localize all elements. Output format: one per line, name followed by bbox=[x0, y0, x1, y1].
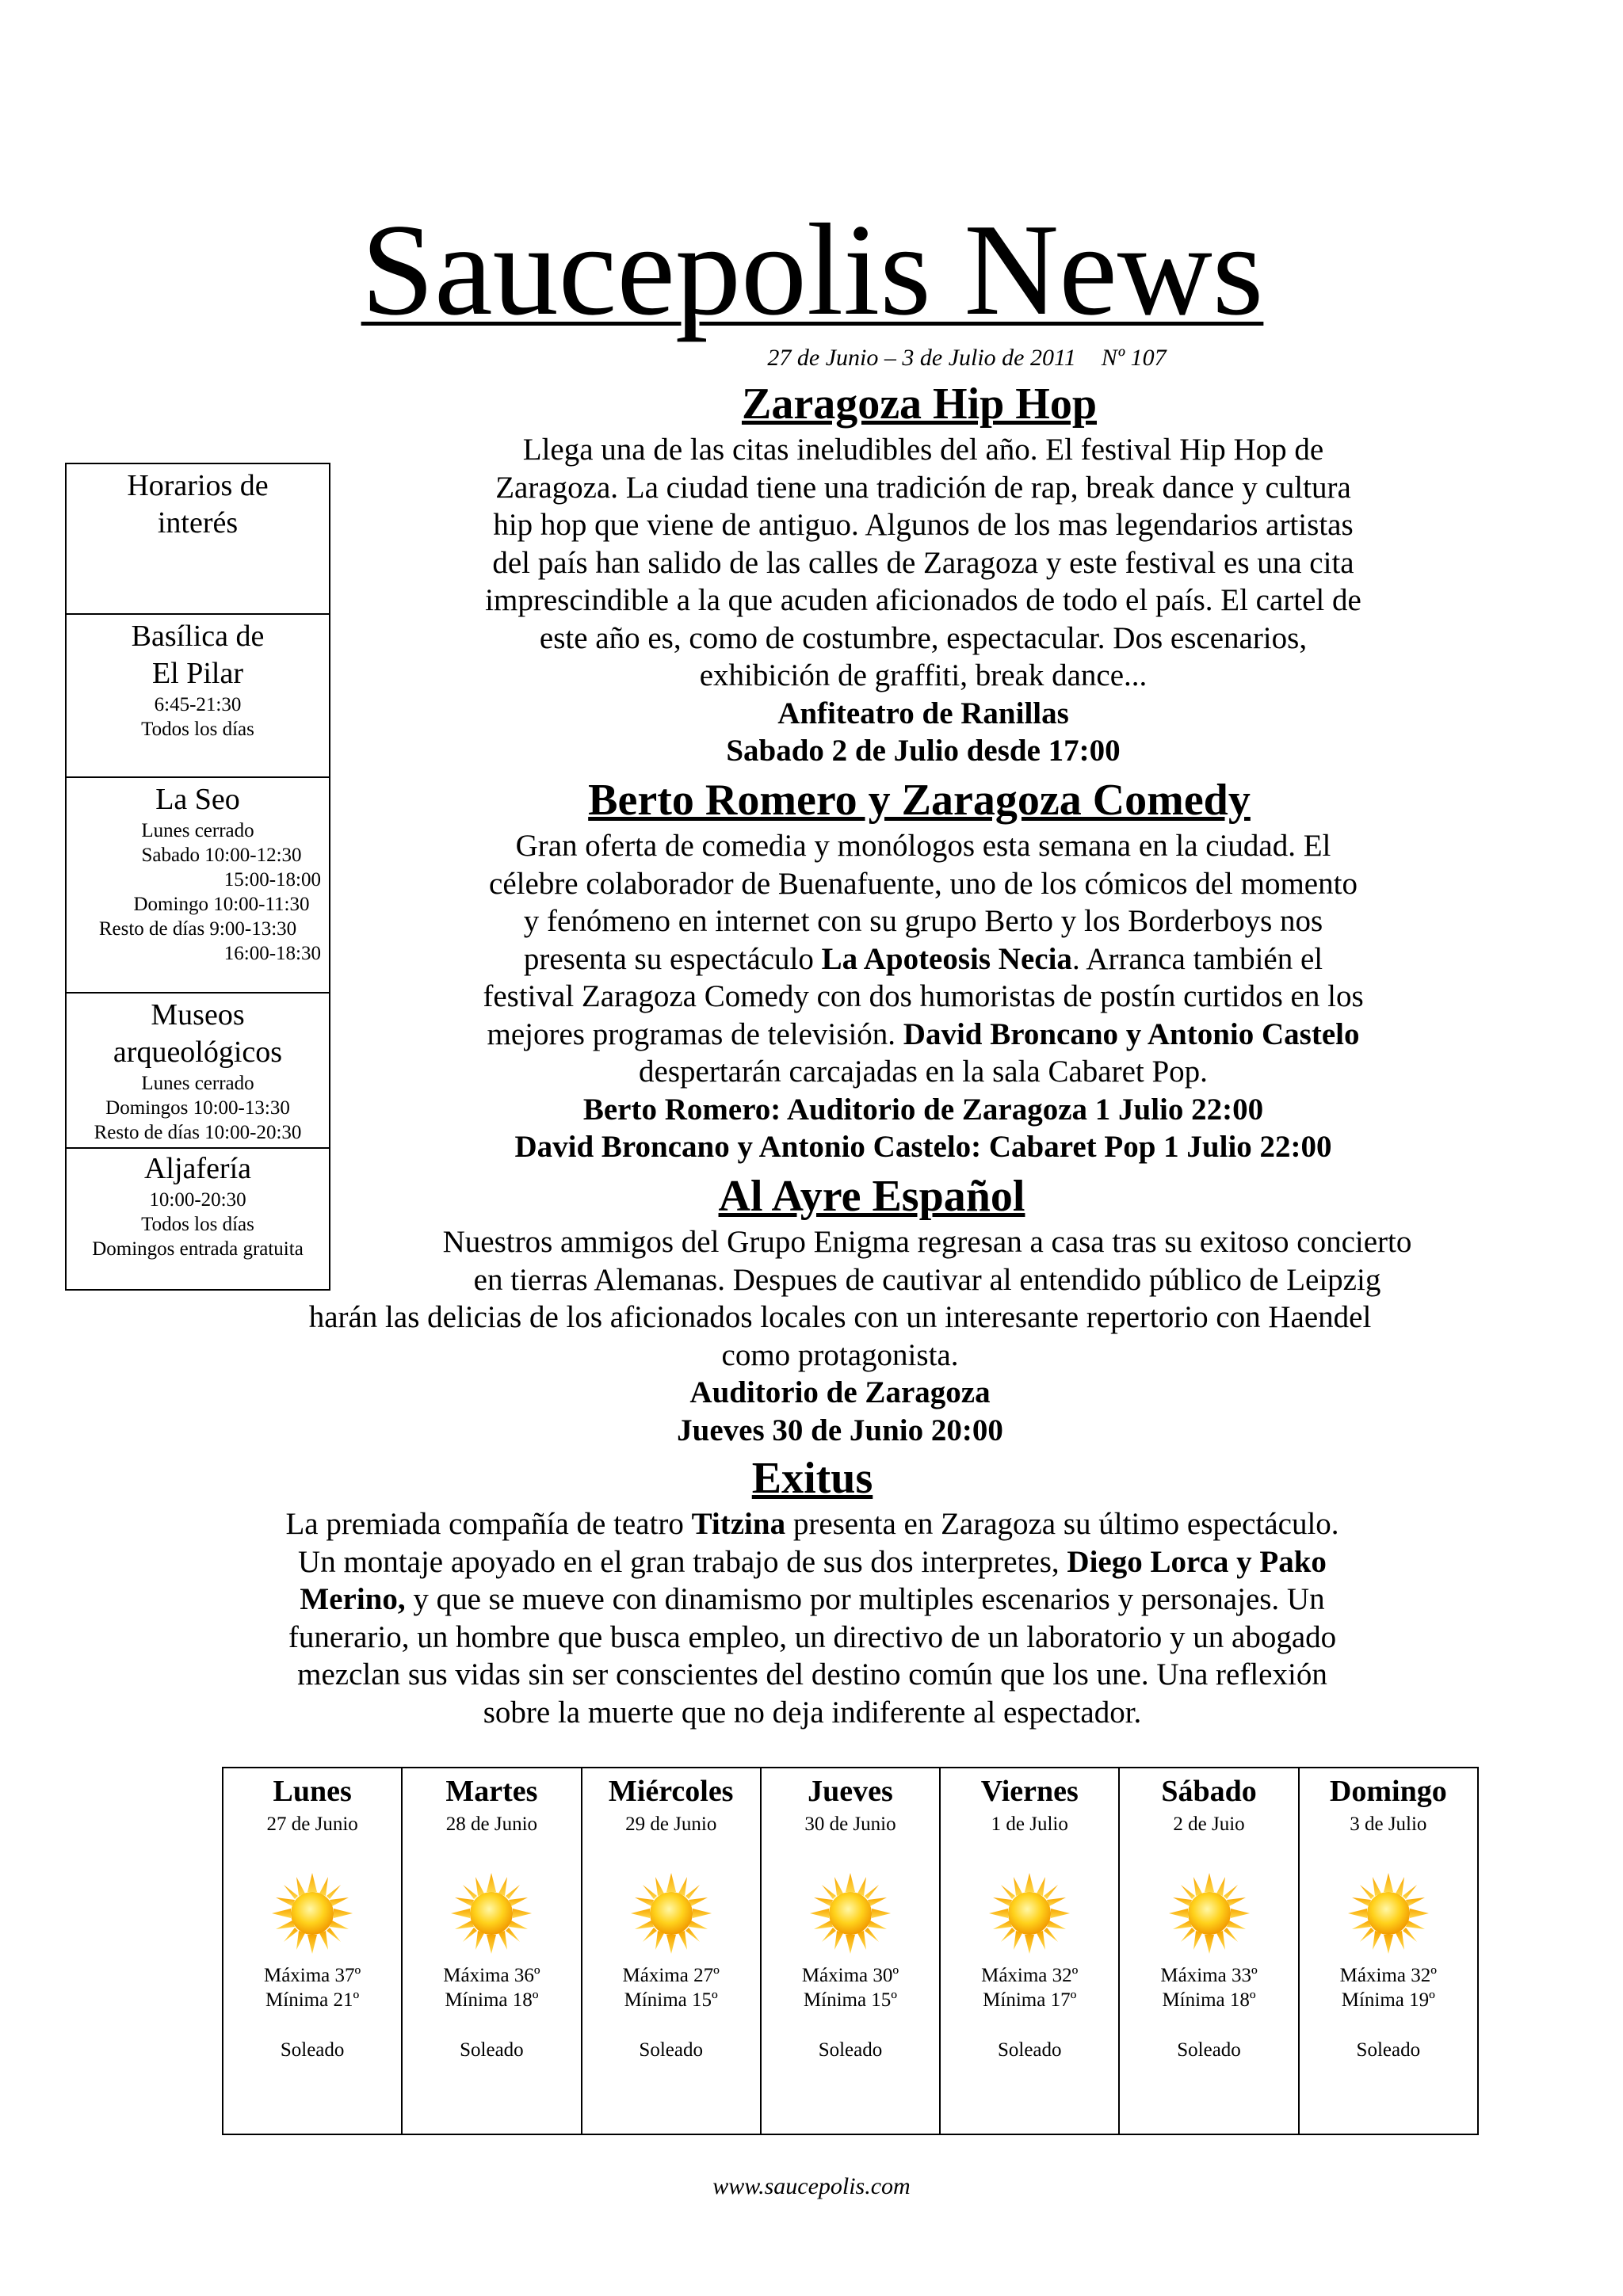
actor-names: Merino, bbox=[300, 1582, 406, 1616]
max-temp: Máxima 30º bbox=[801, 1965, 899, 1986]
place-name: Aljafería bbox=[143, 1152, 252, 1185]
article-line: Zaragoza. La ciudad tiene una tradición de rap, break dance y cultura bbox=[495, 470, 1351, 505]
event-time: Jueves 30 de Junio 20:00 bbox=[677, 1413, 1003, 1447]
sun-icon bbox=[1166, 1870, 1253, 1957]
article-line bbox=[174, 1581, 1450, 1619]
day-date: 29 de Junio bbox=[625, 1814, 717, 1835]
text-run: . Arranca también el bbox=[1071, 941, 1323, 976]
place-hours: Lunes cerrado bbox=[141, 820, 254, 841]
article-al-ayre bbox=[396, 1169, 1347, 1223]
weather-day bbox=[1120, 1768, 1299, 2134]
place-hours: 15:00-18:00 bbox=[223, 869, 321, 891]
schedule-la-seo bbox=[67, 776, 329, 992]
text-run: presenta en Zaragoza su último espectáculo. bbox=[785, 1507, 1339, 1541]
sun-icon bbox=[628, 1870, 715, 1957]
text-run: presenta su espectáculo bbox=[523, 941, 822, 976]
article-line: harán las delicias de los aficionados locales con un interesante repertorio con Haendel bbox=[308, 1300, 1372, 1334]
article-line: festival Zaragoza Comedy con dos humoristas de postín curtidos en los bbox=[483, 979, 1364, 1013]
day-name: Lunes bbox=[273, 1775, 352, 1808]
max-temp: Máxima 36º bbox=[443, 1965, 540, 1986]
day-name: Domingo bbox=[1329, 1775, 1447, 1808]
day-name: Jueves bbox=[808, 1775, 893, 1808]
event-venue: Auditorio de Zaragoza bbox=[689, 1375, 991, 1409]
sun-icon bbox=[1345, 1870, 1432, 1957]
day-date: 30 de Junio bbox=[804, 1814, 896, 1835]
weather-condition: Soleado bbox=[639, 2039, 703, 2061]
min-temp: Mínima 15º bbox=[803, 1989, 898, 2011]
weather-day bbox=[223, 1768, 403, 2134]
article-title: Al Ayre Español bbox=[718, 1172, 1025, 1221]
sidebar-title-line: Horarios de bbox=[127, 469, 269, 502]
place-hours: 6:45-21:30 bbox=[154, 694, 242, 715]
weather-condition: Soleado bbox=[280, 2039, 345, 2061]
article-line: del país han salido de las calles de Zaragoza y este festival es una cita bbox=[492, 545, 1354, 580]
schedule-sidebar bbox=[65, 463, 330, 1291]
article-line: exhibición de graffiti, break dance... bbox=[699, 658, 1148, 692]
footer-url[interactable]: www.saucepolis.com bbox=[712, 2173, 911, 2199]
weather-condition: Soleado bbox=[818, 2039, 883, 2061]
min-temp: Mínima 19º bbox=[1341, 1989, 1435, 2011]
place-hours: 16:00-18:30 bbox=[223, 943, 321, 964]
article-line: sobre la muerte que no deja indiferente al espectador. bbox=[483, 1695, 1142, 1730]
weather-condition: Soleado bbox=[997, 2039, 1062, 2061]
article-line: mezclan sus vidas sin ser conscientes del destino común que los une. Una reflexión bbox=[297, 1657, 1327, 1691]
text-run: Un montaje apoyado en el gran trabajo de sus dos interpretes, bbox=[298, 1544, 1067, 1579]
min-temp: Mínima 18º bbox=[1162, 1989, 1256, 2011]
sun-icon bbox=[448, 1870, 535, 1957]
article-hip-hop-body bbox=[396, 431, 1450, 770]
article-line: en tierras Alemanas. Despues de cautivar al entendido público de Leipzig bbox=[473, 1262, 1381, 1297]
company-name: Titzina bbox=[691, 1507, 786, 1541]
article-line: Nuestros ammigos del Grupo Enigma regresan a casa tras su exitoso concierto bbox=[442, 1225, 1412, 1259]
article-title: Berto Romero y Zaragoza Comedy bbox=[588, 776, 1251, 825]
place-hours: Domingo 10:00-11:30 bbox=[133, 894, 310, 915]
text-run: y que se mueve con dinamismo por multiples escenarios y personajes. Un bbox=[405, 1582, 1325, 1616]
day-date: 28 de Junio bbox=[445, 1814, 538, 1835]
place-days: Todos los días bbox=[141, 1214, 254, 1235]
place-hours: Sabado 10:00-12:30 bbox=[141, 845, 302, 866]
dateline bbox=[650, 342, 1284, 374]
place-name: El Pilar bbox=[151, 657, 244, 690]
date-range: 27 de Junio – 3 de Julio de 2011 bbox=[767, 345, 1076, 371]
article-hip-hop bbox=[444, 377, 1395, 431]
article-line: célebre colaborador de Buenafuente, uno de los cómicos del momento bbox=[489, 866, 1358, 901]
article-line: este año es, como de costumbre, espectacular. Dos escenarios, bbox=[539, 620, 1308, 655]
sidebar-title bbox=[67, 464, 329, 613]
article-comedy-body bbox=[380, 827, 1466, 1166]
footer bbox=[0, 2171, 1623, 2203]
max-temp: Máxima 32º bbox=[981, 1965, 1079, 1986]
day-name: Miércoles bbox=[608, 1775, 734, 1808]
sun-icon bbox=[269, 1870, 356, 1957]
sun-icon bbox=[807, 1870, 894, 1957]
max-temp: Máxima 27º bbox=[622, 1965, 720, 1986]
weather-day bbox=[762, 1768, 941, 2134]
day-date: 2 de Juio bbox=[1173, 1814, 1245, 1835]
weather-condition: Soleado bbox=[460, 2039, 524, 2061]
article-al-ayre-body bbox=[206, 1223, 1474, 1374]
event-time: Sabado 2 de Julio desde 17:00 bbox=[726, 734, 1121, 768]
article-title: Exitus bbox=[751, 1454, 873, 1503]
article-line bbox=[380, 940, 1466, 978]
weather-forecast-table bbox=[222, 1767, 1479, 2135]
day-name: Viernes bbox=[980, 1775, 1079, 1808]
masthead bbox=[0, 196, 1623, 342]
show-name: La Apoteosis Necia bbox=[821, 941, 1072, 976]
place-name: La Seo bbox=[155, 783, 240, 816]
weather-day bbox=[403, 1768, 582, 2134]
newspaper-title: Saucepolis News bbox=[361, 196, 1264, 342]
place-name: Basílica de bbox=[131, 620, 265, 653]
min-temp: Mínima 21º bbox=[265, 1989, 360, 2011]
place-hours: Resto de días 10:00-20:30 bbox=[94, 1122, 302, 1143]
day-date: 3 de Julio bbox=[1350, 1814, 1427, 1835]
article-line: como protagonista. bbox=[721, 1337, 959, 1372]
article-exitus bbox=[317, 1451, 1308, 1505]
sidebar-title-line: interés bbox=[157, 506, 239, 540]
article-line: despertarán carcajadas en la sala Cabaret Pop. bbox=[639, 1055, 1208, 1089]
place-hours: Resto de días 9:00-13:30 bbox=[98, 918, 297, 940]
place-note: Domingos entrada gratuita bbox=[92, 1238, 304, 1260]
article-line: imprescindible a la que acuden aficionados de todo el país. El cartel de bbox=[485, 583, 1361, 617]
event-line: David Broncano y Antonio Castelo: Cabaret Pop 1 Julio 22:00 bbox=[514, 1130, 1332, 1164]
article-line bbox=[174, 1505, 1450, 1543]
place-name: arqueológicos bbox=[113, 1035, 283, 1069]
article-line bbox=[380, 1016, 1466, 1054]
min-temp: Mínima 17º bbox=[983, 1989, 1077, 2011]
article-line bbox=[174, 1543, 1450, 1581]
schedule-aljaferia bbox=[67, 1147, 329, 1291]
day-date: 27 de Junio bbox=[266, 1814, 358, 1835]
place-hours: Lunes cerrado bbox=[141, 1073, 254, 1094]
weather-day bbox=[941, 1768, 1120, 2134]
weather-day bbox=[1300, 1768, 1477, 2134]
article-line: funerario, un hombre que busca empleo, un directivo de un laboratorio y un abogado bbox=[288, 1619, 1337, 1654]
article-line: y fenómeno en internet con su grupo Berto y los Borderboys nos bbox=[523, 904, 1323, 938]
max-temp: Máxima 33º bbox=[1160, 1965, 1258, 1986]
issue-number: Nº 107 bbox=[1101, 345, 1167, 371]
min-temp: Mínima 18º bbox=[445, 1989, 539, 2011]
actor-names: Diego Lorca y Pako bbox=[1067, 1544, 1327, 1579]
article-title: Zaragoza Hip Hop bbox=[741, 379, 1098, 429]
schedule-pilar bbox=[67, 613, 329, 776]
max-temp: Máxima 37º bbox=[263, 1965, 361, 1986]
schedule-museos bbox=[67, 992, 329, 1147]
place-hours: Domingos 10:00-13:30 bbox=[105, 1097, 290, 1119]
performers: David Broncano y Antonio Castelo bbox=[903, 1016, 1360, 1051]
place-days: Todos los días bbox=[141, 719, 254, 740]
text-run: mejores programas de televisión. bbox=[487, 1016, 903, 1051]
day-name: Sábado bbox=[1161, 1775, 1257, 1808]
weather-condition: Soleado bbox=[1356, 2039, 1421, 2061]
article-exitus-body bbox=[174, 1505, 1450, 1731]
article-line: Llega una de las citas ineludibles del año. El festival Hip Hop de bbox=[522, 433, 1324, 467]
min-temp: Mínima 15º bbox=[624, 1989, 718, 2011]
weather-day bbox=[582, 1768, 762, 2134]
article-comedy bbox=[365, 773, 1474, 827]
article-line: hip hop que viene de antiguo. Algunos de los mas legendarios artistas bbox=[493, 508, 1354, 542]
event-venue: Anfiteatro de Ranillas bbox=[777, 696, 1069, 730]
event-line: Berto Romero: Auditorio de Zaragoza 1 Julio 22:00 bbox=[582, 1092, 1264, 1127]
article-line: Gran oferta de comedia y monólogos esta semana en la ciudad. El bbox=[515, 829, 1331, 863]
place-name: Museos bbox=[151, 998, 245, 1032]
day-name: Martes bbox=[445, 1775, 538, 1808]
text-run: La premiada compañía de teatro bbox=[285, 1507, 692, 1541]
day-date: 1 de Julio bbox=[991, 1814, 1068, 1835]
sun-icon bbox=[986, 1870, 1073, 1957]
article-al-ayre-event bbox=[444, 1374, 1236, 1449]
weather-condition: Soleado bbox=[1177, 2039, 1241, 2061]
max-temp: Máxima 32º bbox=[1339, 1965, 1437, 1986]
place-hours: 10:00-20:30 bbox=[149, 1189, 246, 1211]
